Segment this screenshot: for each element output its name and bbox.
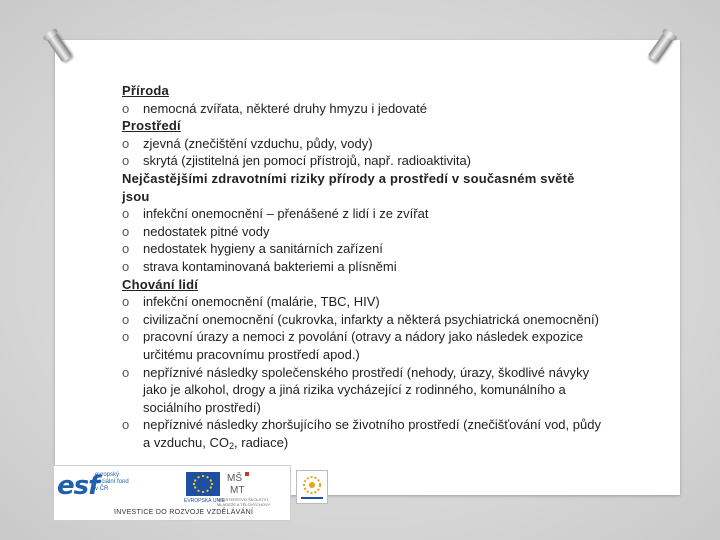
list-item: o infekční onemocnění – přenášené z lidí i ze zvířat	[122, 206, 429, 222]
section-heading: Příroda	[122, 83, 169, 98]
list-item: o nedostatek hygieny a sanitárních zařízení	[122, 241, 383, 257]
bullet-icon: o	[122, 258, 130, 274]
section-heading: Chování lidí	[122, 276, 199, 292]
bullet-icon: o	[122, 100, 130, 116]
bullet-icon: o	[122, 417, 130, 433]
list-item: o nemocná zvířata, některé druhy hmyzu i jedovaté	[122, 100, 427, 116]
bullet-icon: o	[122, 329, 130, 345]
list-item: o nepříznivé následky společenského prostředí (nehody, úrazy, škodlivé návyky jako je alkohol, drogy a jiná rizika vycházející z rodinného, komunálního a sociálního prostředí)	[122, 364, 590, 415]
list-item: o skrytá (zjistitelná jen pomocí přístrojů, např. radioaktivita)	[122, 153, 472, 169]
slide-body	[122, 82, 602, 451]
bullet-icon: o	[122, 153, 130, 169]
list-item: o pracovní úrazy a nemoci z povolání (otravy a nádory jako následek expozice určitému pracovnímu prostředí apod.)	[122, 329, 584, 362]
list-item: o zjevná (znečištění vzduchu, půdy, vody)	[122, 135, 373, 151]
bullet-icon: o	[122, 241, 130, 257]
list-item: o nepříznivé následky zhoršujícího se životního prostředí (znečišťování vod, půdy a vzduchu, $CO_2$, radiace)	[122, 417, 601, 451]
svg-text:MŠ: MŠ	[227, 473, 242, 484]
op-vk-logo-icon	[296, 470, 328, 504]
bullet-icon: o	[122, 311, 130, 327]
list-item: o nedostatek pitné vody	[122, 223, 270, 239]
bullet-icon: o	[122, 223, 130, 239]
eu-label: EVROPSKÁ UNIE	[184, 498, 225, 504]
msmt-label: MINISTERSTVO ŠKOLSTVÍ, MLÁDEŽE A TĚLOVÝCHOVY	[217, 497, 271, 507]
msmt-logo-icon	[226, 470, 252, 496]
eu-funding-logo-strip	[53, 465, 291, 521]
bullet-icon: o	[122, 364, 130, 380]
bullet-icon: o	[122, 206, 130, 222]
bullet-icon: o	[122, 294, 130, 310]
logo-footer-text: INVESTICE DO ROZVOJE VZDĚLÁVÁNÍ	[114, 509, 254, 516]
section-heading: Prostředí	[122, 118, 181, 134]
list-item: o strava kontaminovaná bakteriemi a plísněmi	[122, 258, 397, 274]
bullet-icon: o	[122, 135, 130, 151]
section-heading: Nejčastějšími zdravotními riziky přírody a prostředí v současném světě jsou	[122, 170, 575, 204]
list-item: o civilizační onemocnění (cukrovka, infarkty a některá psychiatrická onemocnění)	[122, 311, 599, 327]
esf-logo: esf evropský sociální fond v ČR	[57, 471, 129, 501]
svg-text:MT: MT	[230, 485, 245, 496]
list-item: o infekční onemocnění (malárie, TBC, HIV)	[122, 294, 380, 310]
eu-flag-icon	[186, 472, 220, 496]
